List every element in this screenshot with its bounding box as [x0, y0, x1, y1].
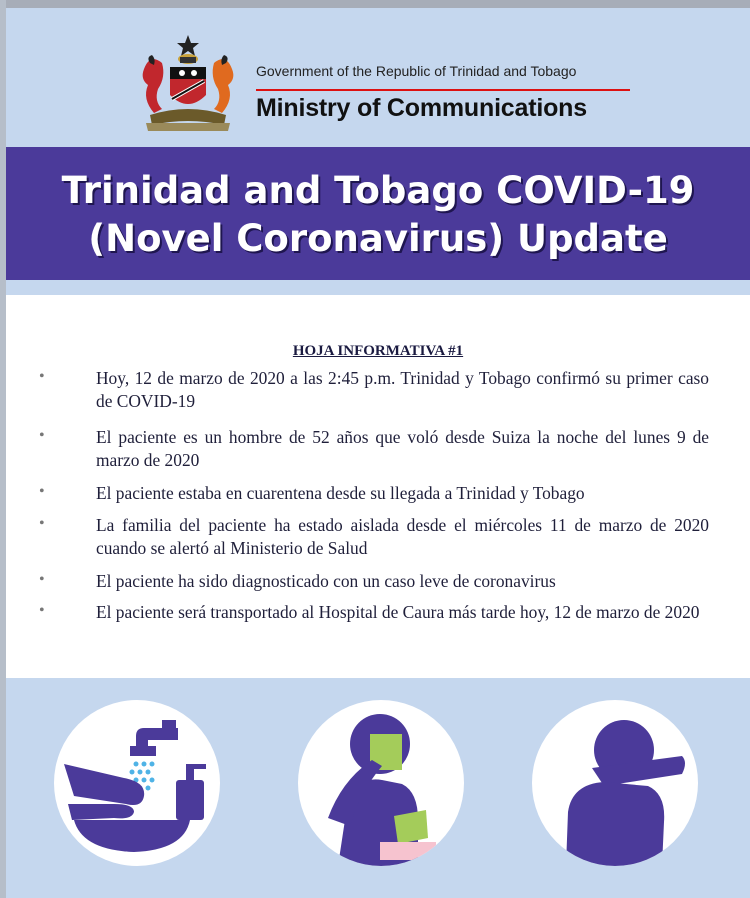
sneeze-into-tissue-icon: [298, 700, 464, 866]
bullet-icon: •: [39, 515, 45, 532]
bullet-icon: •: [39, 602, 45, 619]
bullet-icon: •: [39, 368, 45, 385]
coat-of-arms-icon: [136, 33, 240, 133]
ministry-name: Ministry of Communications: [256, 94, 587, 122]
list-item-text: El paciente es un hombre de 52 años que voló desde Suiza la noche del lunes 9 de marzo de 2020: [96, 427, 709, 470]
top-border: [0, 0, 750, 8]
title-banner: [6, 147, 750, 280]
list-item-text: La familia del paciente ha estado aislada desde el miércoles 11 de marzo de 2020 cuando se alertó al Ministerio de Salud: [96, 515, 709, 558]
divider: [256, 89, 630, 91]
bullet-icon: •: [39, 571, 45, 588]
bullet-icon: •: [39, 483, 45, 500]
separator: [6, 280, 750, 295]
handwashing-icon: [54, 700, 220, 866]
list-item-text: El paciente será transportado al Hospital de Caura más tarde hoy, 12 de marzo de 2020: [96, 602, 700, 622]
banner-title-line2: (Novel Coronavirus) Update: [88, 217, 668, 260]
list-item-text: El paciente ha sido diagnosticado con un caso leve de coronavirus: [96, 571, 556, 591]
list-item-text: El paciente estaba en cuarentena desde su llegada a Trinidad y Tobago: [96, 483, 585, 503]
fact-sheet: [6, 295, 750, 678]
fact-sheet-heading: HOJA INFORMATIVA #1: [292, 343, 464, 359]
prevention-icons: [6, 678, 750, 898]
government-name: Government of the Republic of Trinidad and Tobago: [256, 63, 577, 79]
banner-title-line1: Trinidad and Tobago COVID-19: [61, 169, 695, 212]
cough-into-elbow-icon: [532, 700, 698, 866]
list-item-text: Hoy, 12 de marzo de 2020 a las 2:45 p.m. Trinidad y Tobago confirmó su primer caso de COVID-19: [96, 368, 709, 411]
bullet-icon: •: [39, 427, 45, 444]
header: [6, 8, 750, 147]
